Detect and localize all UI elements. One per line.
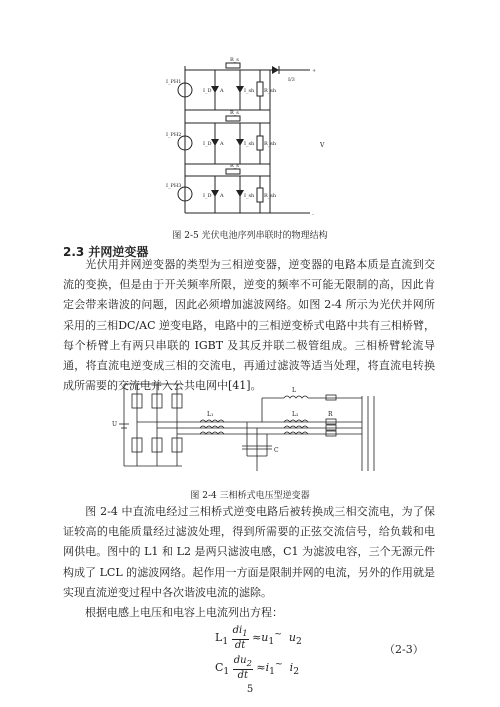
figure-2-4-caption: 图 2-4 三相桥式电压型逆变器 xyxy=(190,491,310,501)
eq-frac-1 xyxy=(232,625,249,651)
label-minus: - xyxy=(312,212,314,218)
label-ish-3: I_sh xyxy=(244,193,255,199)
eq-dt: dt xyxy=(234,640,246,651)
page-number: 5 xyxy=(246,684,254,695)
equation-line-1 xyxy=(215,625,302,651)
label-i3: I/3 xyxy=(288,77,295,83)
eq-di: di xyxy=(232,625,243,636)
eq-c1: C xyxy=(215,661,224,674)
eq-u2: u xyxy=(288,631,296,644)
eq-u1-sub: 1 xyxy=(268,636,275,648)
cell-2 xyxy=(178,116,270,164)
label-v: V xyxy=(320,142,325,149)
label-rsh-3: R_sh xyxy=(264,193,277,199)
paragraph-3 xyxy=(63,603,435,623)
label-iph3: I_PH3 xyxy=(166,183,182,189)
figure-2-5-caption: 图 2-5 光伏电池序列串联时的物理结构 xyxy=(172,231,328,241)
eq-sym-2: ≈ xyxy=(256,661,266,674)
label-rsh-2: R_sh xyxy=(264,141,277,147)
eq-i2: i xyxy=(289,661,294,674)
paragraph-2-text: 图 2-4 中直流电经过三相桥式逆变电路后被转换成三相交流电，为了保证较高的电能质量经过滤波处理，得到所需要的正弦交流信号，给负载和电网供电。图中的 L1 和 L2 是两只滤波电感，C1 为滤波电容，三个无源元件构成了 LCL 的滤波网络。起作用一方面是限制并网的电流，另外的作用就是实现直流逆变过程中各次谐波电流的滤除。 xyxy=(63,505,435,599)
eq-i2-sub: 2 xyxy=(293,666,300,678)
eq-l1: L xyxy=(215,631,223,644)
label-iph1: I_PH1 xyxy=(166,79,182,85)
paragraph-2 xyxy=(63,502,435,603)
label-a-2: A xyxy=(220,141,224,147)
label-l: L xyxy=(292,387,296,394)
figure-2-5-circuit xyxy=(160,48,350,226)
eq-u2-sub: 2 xyxy=(295,636,302,648)
eq-dt-2: dt xyxy=(237,670,249,681)
eq-i1-sup: ~ xyxy=(274,658,283,670)
label-c: C xyxy=(274,447,279,454)
eq-l1-sub: 1 xyxy=(222,636,229,648)
eq-i1: i xyxy=(265,661,270,674)
label-l1: L₁ xyxy=(207,411,214,418)
eq-sym-1: ≈ xyxy=(252,631,262,644)
label-ish: I_sh xyxy=(244,88,255,94)
eq-u1-sup: ~ xyxy=(274,628,282,640)
equation-line-2 xyxy=(215,655,299,681)
label-a: A xyxy=(220,88,224,94)
cell-3 xyxy=(178,169,270,213)
label-rsh: R_sh xyxy=(264,88,277,94)
paragraph-3-text: 根据电感上电压和电容上电流列出方程： xyxy=(85,606,283,619)
eq-i1-sub: 1 xyxy=(269,666,275,678)
eq-frac-2 xyxy=(233,655,253,681)
label-rs: R_s xyxy=(230,57,239,63)
label-plus: + xyxy=(312,68,317,74)
label-id-2: I_D xyxy=(203,141,212,147)
eq-c1-sub: 1 xyxy=(223,666,230,678)
eq-u1: u xyxy=(261,631,269,644)
eq-di-sub: 1 xyxy=(242,628,248,638)
eq-du: du xyxy=(233,655,247,666)
label-ish-2: I_sh xyxy=(244,141,255,147)
label-r: R xyxy=(328,411,333,418)
label-id-3: I_D xyxy=(203,193,212,199)
label-iph2: I_PH2 xyxy=(166,132,182,138)
section-title: 2.3 并网逆变器 xyxy=(63,245,149,259)
figure-2-4-circuit xyxy=(112,376,392,484)
label-l2: L₂ xyxy=(292,411,299,418)
eq-du-sub: 2 xyxy=(246,658,252,668)
paragraph-1-text: 光伏用并网逆变器的类型为三相逆变器，逆变器的电路本质是直流到交流的变换，但是由于开关频率所限，逆变的频率不可能无限制的高，因此肯定会带来谐波的问题，因此必须增加滤波网络。如图 2-4 所示为光伏并网所采用的三相DC/AC 逆变电路，电路中的三相逆变桥式电路中共有三相桥臂，每个桥臂上有两只串联的 IGBT 及其反并联二极管组成。三相桥臂轮流导通，将直流电逆变成三相的交流电，再通过滤波等适当处理，将直流电转换成所需要的交流电并入公共电网中[41]。 xyxy=(63,258,435,393)
label-id: I_D xyxy=(203,88,212,94)
equation-number: （2-3） xyxy=(384,643,424,656)
label-u: U xyxy=(112,421,118,428)
cell-1 xyxy=(178,63,270,110)
label-a-3: A xyxy=(220,193,224,199)
label-rs-2: R_s xyxy=(230,110,239,116)
label-rs-3: R_s xyxy=(230,163,239,169)
